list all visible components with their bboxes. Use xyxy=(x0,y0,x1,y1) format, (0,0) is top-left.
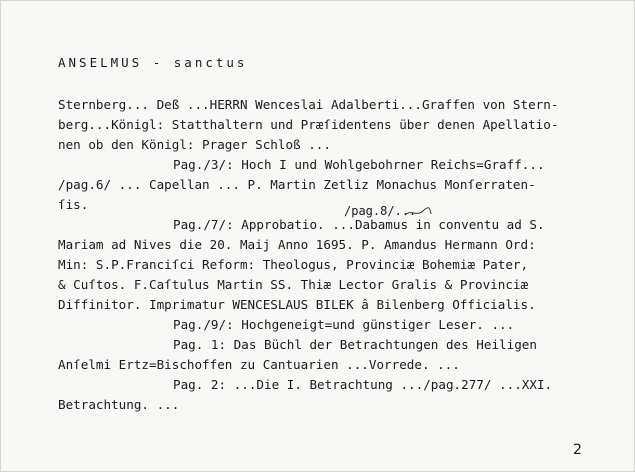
text-line: Pag./3/: Hoch I und Wohlgebohrner Reichs=Graff... xyxy=(173,157,545,172)
text-line: /pag.6/ ... Capellan ... P. Martin Zetliz Monachus Monſerraten- xyxy=(58,177,536,192)
text-line: nen ob den Königl: Prager Schloß ... xyxy=(58,137,331,152)
text-line: Min: S.P.Franciſci Reform: Theologus, Provinciæ Bohemiæ Pater, xyxy=(58,257,529,272)
text-line: Betrachtung. ... xyxy=(58,397,180,412)
text-line: Diffinitor. Imprimatur WENCESLAUS BILEK â Bilenberg Officialis. xyxy=(58,297,536,312)
text-line: Pag./7/: Approbatio. ...Dabamus in conventu ad S. xyxy=(173,217,545,232)
text-line: Pag. 1: Das Büchl der Betrachtungen des Heiligen xyxy=(173,337,537,352)
text-line: ſis. xyxy=(58,197,89,212)
card-heading: ANSELMUS - sanctus xyxy=(58,55,248,70)
text-line: Anſelmi Ertz=Bischoffen zu Cantuarien ...Vorrede. ... xyxy=(58,357,460,372)
handwritten-mark-icon xyxy=(403,206,433,218)
text-line: Pag. 2: ...Die I. Betrachtung .../pag.277/ ...XXI. xyxy=(173,377,553,392)
text-line: Pag./9/: Hochgeneigt=und günstiger Leser. ... xyxy=(173,317,515,332)
annotation-line: /pag.8/... xyxy=(344,204,417,218)
page-number: 2 xyxy=(573,442,582,458)
text-line: Mariam ad Nives die 20. Maij Anno 1695. P. Amandus Hermann Ord: xyxy=(58,237,536,252)
text-line: Sternberg... Deß ...HERRN Wenceslai Adalberti...Graffen von Stern- xyxy=(58,97,559,112)
text-line: berg...Königl: Statthaltern und Præſidentens über denen Apellatio- xyxy=(58,117,559,132)
text-line: & Cuſtos. F.Caſtulus Martin SS. Thiæ Lector Gralis & Provinciæ xyxy=(58,277,529,292)
